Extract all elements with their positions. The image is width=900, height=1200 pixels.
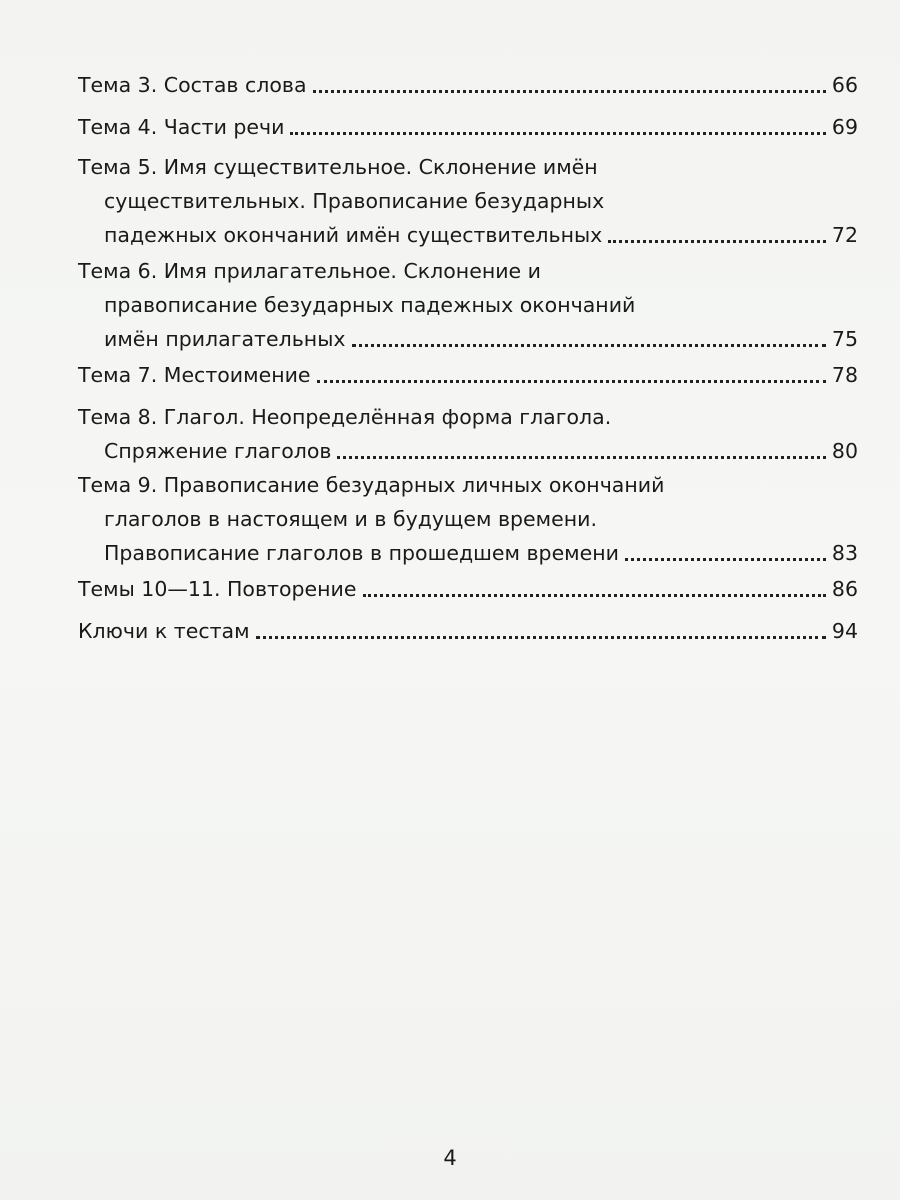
toc-entry-title: Тема 8. Глагол. Неопределённая форма глагола. (78, 405, 612, 429)
dot-leader (256, 636, 826, 639)
toc-page-number: 83 (831, 541, 858, 565)
dot-leader (352, 344, 826, 347)
toc-entry-title: Тема 9. Правописание безударных личных окончаний (78, 473, 665, 497)
toc-entry-title-continued: Правописание глаголов в прошедшем времени (104, 541, 619, 565)
toc-entry-title-continued: правописание безударных падежных окончаний (104, 293, 636, 317)
toc-page-number: 86 (831, 577, 858, 601)
toc-entry-title: Тема 5. Имя существительное. Склонение имён (78, 155, 598, 179)
toc-entry-title-continued: Спряжение глаголов (104, 439, 332, 463)
toc-page-number: 94 (831, 619, 858, 643)
dot-leader (337, 456, 825, 459)
toc-entry-title: Тема 3. Состав слова (78, 73, 307, 97)
toc-entry-title: Тема 6. Имя прилагательное. Склонение и (78, 259, 542, 283)
toc-entry-title-continued: глаголов в настоящем и в будущем времени. (104, 507, 597, 531)
toc-entry-title-continued: имён прилагательных (104, 327, 346, 351)
dot-leader (313, 90, 826, 93)
dot-leader (290, 132, 825, 135)
toc-entry-title-continued: падежных окончаний имён существительных (104, 223, 603, 247)
page-number: 4 (443, 1146, 457, 1170)
toc-page-number: 69 (831, 115, 858, 139)
dot-leader (608, 240, 826, 243)
toc-page-number: 72 (831, 223, 858, 247)
toc-page-number: 78 (831, 363, 858, 387)
dot-leader (625, 558, 826, 561)
dot-leader (317, 380, 826, 383)
toc-entry-title: Тема 4. Части речи (78, 115, 285, 139)
toc-entry-title: Темы 10—11. Повторение (78, 577, 357, 601)
toc-page-number: 80 (831, 439, 858, 463)
toc-entry-title-continued: существительных. Правописание безударных (104, 189, 605, 213)
toc-entry-title: Ключи к тестам (78, 619, 250, 643)
toc-entry-title: Тема 7. Местоимение (78, 363, 311, 387)
dot-leader (363, 594, 826, 597)
toc-page-number: 66 (831, 73, 858, 97)
toc-page-number: 75 (831, 327, 858, 351)
